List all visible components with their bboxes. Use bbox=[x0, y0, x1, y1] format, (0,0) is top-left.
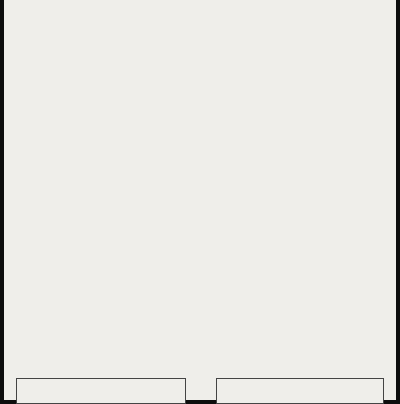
subjects-dropped-box bbox=[16, 378, 186, 404]
subjects-planned-box bbox=[216, 378, 384, 404]
form-page bbox=[4, 0, 396, 400]
